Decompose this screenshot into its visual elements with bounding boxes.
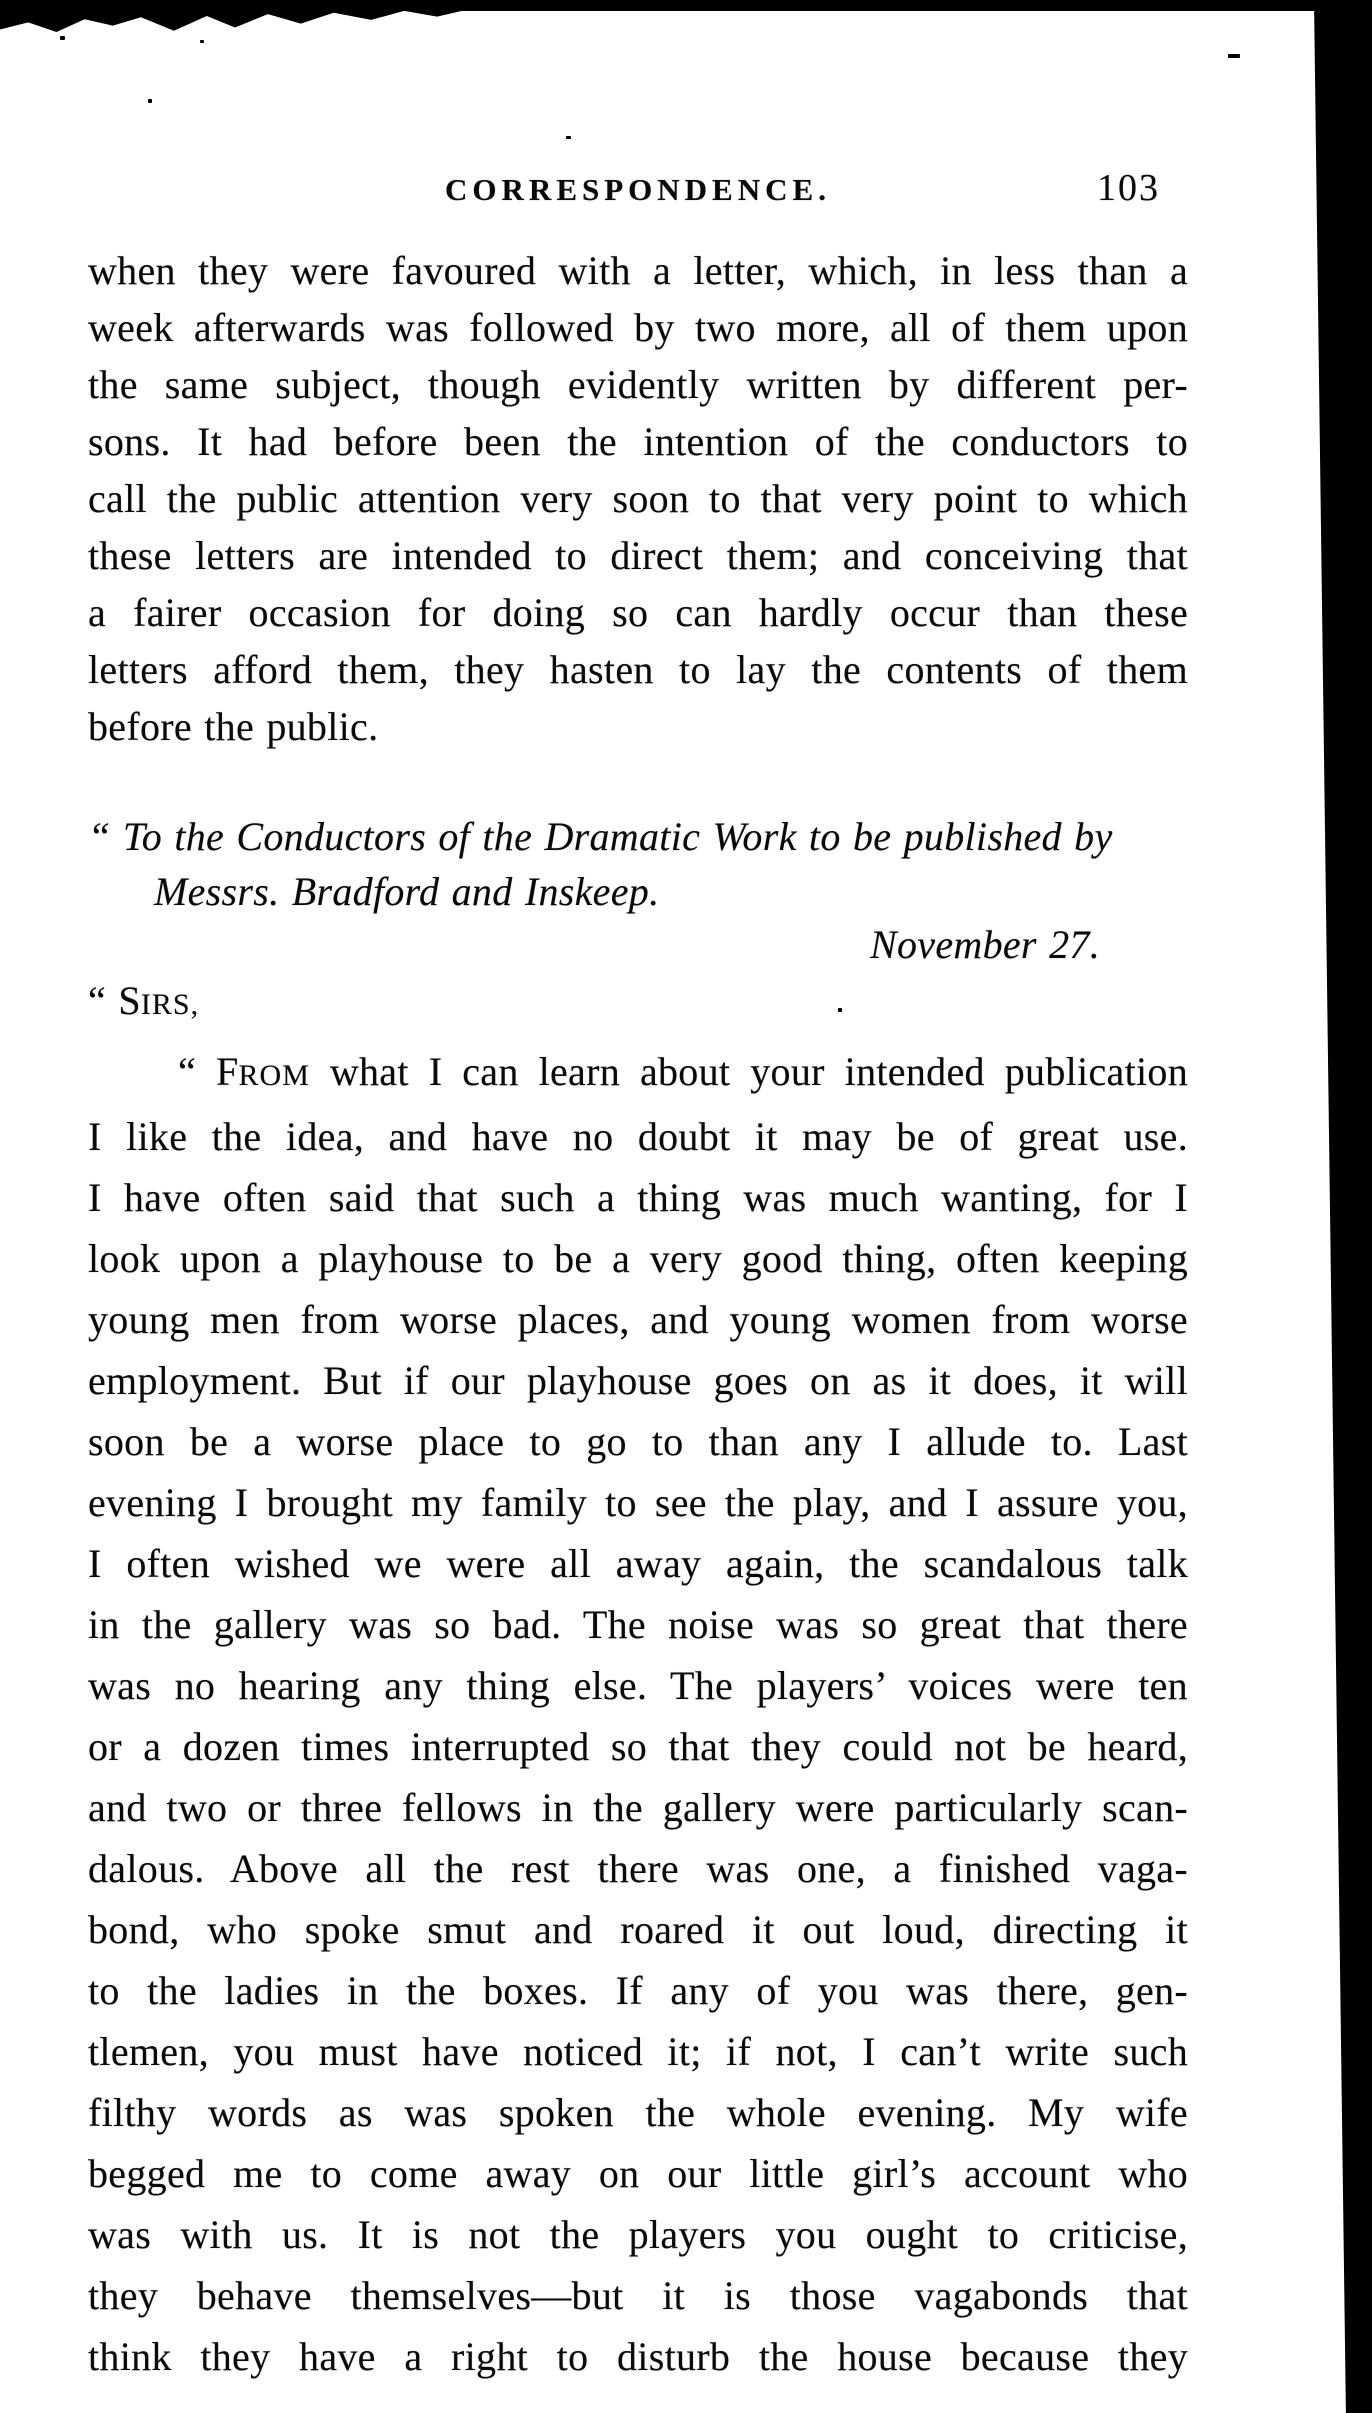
scan-artifact-top-left-ragged (0, 0, 470, 32)
first-word-initial: “ F (178, 1049, 239, 1094)
text-line: young men from worse places, and young women from worse (88, 1297, 1188, 1342)
scan-speck (60, 36, 65, 40)
first-word-smallcaps: ROM (238, 1059, 310, 1092)
intro-paragraph (88, 242, 1188, 755)
text-line: before the public. (88, 704, 379, 749)
letter-address-heading (88, 809, 1188, 971)
text-line (88, 1041, 1188, 1106)
text-line: a fairer occasion for doing so can hardly occur than these (88, 590, 1188, 635)
text-line: call the public attention very soon to that very point to which (88, 476, 1188, 521)
text-line: filthy words as was spoken the whole evening. My wife (88, 2090, 1188, 2135)
scan-speck (566, 136, 571, 139)
running-title: CORRESPONDENCE. (445, 172, 831, 207)
text-line: these letters are intended to direct them; and conceiving that (88, 533, 1188, 578)
first-line-rest: what I can learn about your intended publication (309, 1049, 1188, 1094)
text-line: sons. It had before been the intention of the conductors to (88, 419, 1188, 464)
text-line: tlemen, you must have noticed it; if not, I can’t write such (88, 2029, 1188, 2074)
text-line: was no hearing any thing else. The players’ voices were ten (88, 1663, 1188, 1708)
text-line: when they were favoured with a letter, which, in less than a (88, 248, 1188, 293)
scan-speck (1228, 54, 1240, 58)
salutation-smallcaps: IRS, (140, 988, 200, 1021)
text-line: soon be a worse place to go to than any I allude to. Last (88, 1419, 1188, 1464)
text-line: employment. But if our playhouse goes on as it does, it will (88, 1358, 1188, 1403)
scan-artifact-right-bar (1314, 0, 1372, 2413)
text-line: bond, who spoke smut and roared it out loud, directing it (88, 1907, 1188, 1952)
text-line: to the ladies in the boxes. If any of you was there, gen- (88, 1968, 1188, 2013)
text-line: look upon a playhouse to be a very good thing, often keeping (88, 1236, 1188, 1281)
scan-speck (200, 40, 204, 43)
text-line: I have often said that such a thing was much wanting, for I (88, 1175, 1188, 1220)
text-line: the same subject, though evidently written by different per- (88, 362, 1188, 407)
text-line: Messrs. Bradford and Inskeep. (154, 869, 660, 914)
text-line: dalous. Above all the rest there was one, a finished vaga- (88, 1846, 1188, 1891)
text-line: in the gallery was so bad. The noise was so great that there (88, 1602, 1188, 1647)
page-header (88, 167, 1188, 226)
salutation-initial: “ S (88, 978, 141, 1023)
text-line: week afterwards was followed by two more, all of them upon (88, 305, 1188, 350)
letter-body (88, 1041, 1188, 2387)
text-line: letters afford them, they hasten to lay the contents of them (88, 647, 1188, 692)
text-line: begged me to come away on our little girl’s account who (88, 2151, 1188, 2196)
page-text-column (88, 242, 1188, 2387)
salutation (88, 973, 1188, 1033)
text-line: was with us. It is not the players you ought to criticise, (88, 2212, 1188, 2257)
text-line: evening I brought my family to see the play, and I assure you, (88, 1480, 1188, 1525)
text-line: I like the idea, and have no doubt it may be of great use. (88, 1114, 1188, 1159)
text-line: they behave themselves—but it is those vagabonds that (88, 2273, 1188, 2318)
page-number: 103 (1097, 167, 1160, 209)
text-line: think they have a right to disturb the house because they (88, 2334, 1188, 2379)
text-line: I often wished we were all away again, the scandalous talk (88, 1541, 1188, 1586)
text-line: and two or three fellows in the gallery were particularly scan- (88, 1785, 1188, 1830)
letter-date: November 27. (870, 922, 1100, 967)
scan-speck (148, 99, 152, 103)
text-line: or a dozen times interrupted so that they could not be heard, (88, 1724, 1188, 1769)
text-line: “ To the Conductors of the Dramatic Work to be published by (88, 814, 1113, 859)
